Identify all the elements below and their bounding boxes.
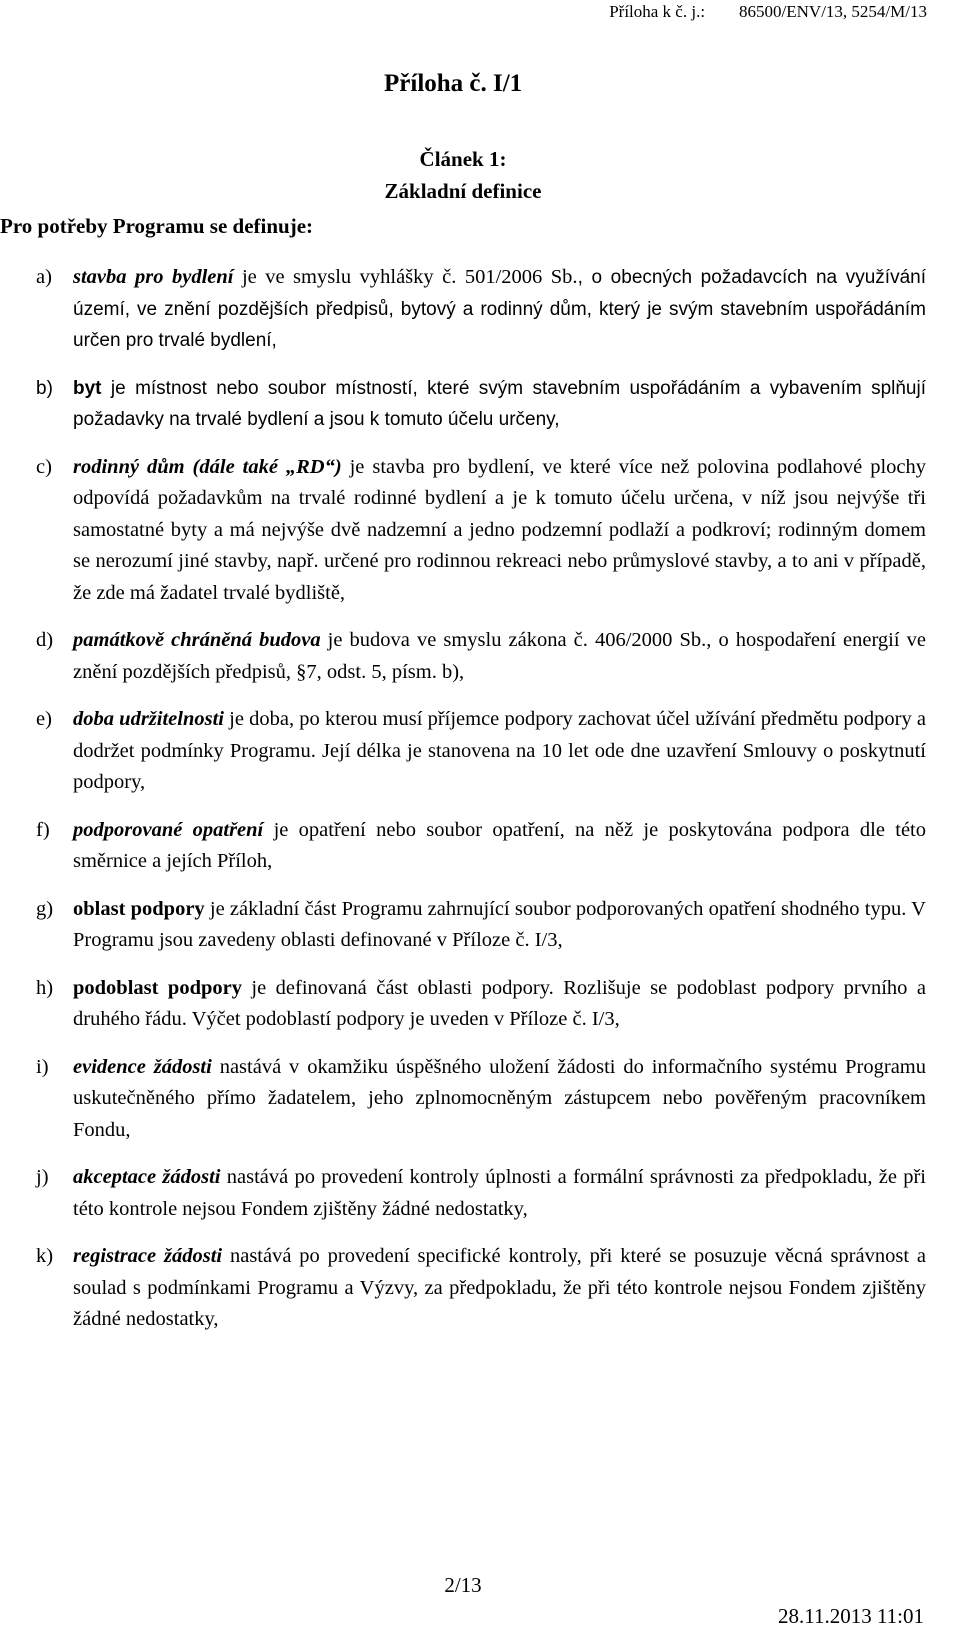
definition-text: je doba, po kterou musí příjemce podpory zachovat účel užívání předmětu podpory a dodržet podmínky Programu. Její délka je stanovena na 10 let ode dne uzavření Smlouvy o poskytnutí podpory,: [73, 708, 927, 793]
header-reference: Příloha k č. j.: 86500/ENV/13, 5254/M/13: [609, 2, 927, 21]
definition-letter: c): [36, 455, 52, 478]
page-number: 2/13: [444, 1573, 482, 1597]
definitions-list: [36, 262, 926, 1352]
definition-letter: i): [36, 1055, 49, 1078]
definition-e: [36, 704, 926, 799]
definition-f: [36, 815, 926, 878]
definition-text-continued: , o obecných požadavcích na využívání území, ve znění pozdějších předpisů, bytový a rodinný dům, který je svým stavebním uspořádáním určen pro trvalé bydlení,: [73, 267, 926, 351]
definition-term: oblast podpory: [73, 897, 205, 920]
definition-letter: k): [36, 1245, 54, 1267]
definition-text: nastává po provedení kontroly úplnosti a formální správnosti za předpokladu, že při této kontrole nejsou Fondem zjištěny žádné nedostatky,: [73, 1166, 926, 1220]
definition-b: [36, 373, 926, 436]
article-heading: [0, 143, 926, 207]
intro-text: Pro potřeby Programu se definuje:: [0, 214, 314, 238]
definition-letter: d): [36, 629, 54, 651]
article-number: Článek 1:: [419, 147, 507, 171]
definition-h: [36, 973, 926, 1036]
definition-letter: b): [36, 377, 53, 399]
definition-k: [36, 1241, 926, 1336]
definition-j: [36, 1162, 926, 1225]
definition-text: je stavba pro bydlení, ve které více než polovina podlahové plochy odpovídá požadavkům na trvalé rodinné bydlení a je k tomuto účelu určena, v níž jsou nejvýše tři samostatné byty a má nejvýše dvě nadzemní a jedno podzemní podlaží a podkroví; rodinným domem se nerozumí jiné stavby, např. určené pro rodinnou rekreaci nebo průmyslové stavby, a to ani v případě, že zde má žadatel trvalé bydliště,: [73, 455, 926, 604]
definition-g: [36, 894, 926, 957]
definition-c: [36, 452, 926, 610]
definition-text: je opatření nebo soubor opatření, na něž je poskytována podpora dle této směrnice a jejích Příloh,: [73, 818, 927, 872]
definition-text: nastává po provedení specifické kontroly, při které se posuzuje věcná správnost a soulad s podmínkami Programu a Výzvy, za předpokladu, že při této kontrole nejsou Fondem zjištěny žádné nedostatky,: [73, 1245, 926, 1330]
definition-letter: j): [36, 1166, 49, 1188]
definition-letter: f): [36, 818, 50, 841]
definition-a: [36, 262, 926, 357]
definition-term: rodinný dům (dále také „RD“): [73, 455, 342, 478]
article-title: Základní definice: [384, 179, 542, 203]
annex-title: Příloha č. I/1: [384, 70, 523, 97]
definition-term: podoblast podpory: [73, 976, 242, 999]
definition-letter: h): [36, 976, 54, 999]
definition-d: [36, 625, 926, 688]
definition-i: [36, 1052, 926, 1147]
definition-term: registrace žádosti: [73, 1245, 223, 1267]
definition-text: je základní část Programu zahrnující soubor podporovaných opatření shodného typu. V Programu jsou zavedeny oblasti definované v Příloze č. I/3,: [73, 897, 926, 951]
definition-term: podporované opatření: [73, 818, 264, 841]
definition-text: je budova ve smyslu zákona č. 406/2000 Sb., o hospodaření energií ve znění pozdějších předpisů, §7, odst. 5, písm. b),: [73, 629, 926, 683]
definition-term: evidence žádosti: [73, 1055, 212, 1078]
definition-text: nastává v okamžiku úspěšného uložení žádosti do informačního systému Programu uskutečněného přímo žadatelem, jeho zplnomocněným zástupcem nebo pověřeným pracovníkem Fondu,: [73, 1055, 926, 1141]
definition-text: je ve smyslu vyhlášky č. 501/2006 Sb.: [233, 266, 578, 288]
definition-term: doba udržitelnosti: [73, 708, 224, 730]
definition-text: je místnost nebo soubor místností, které svým stavebním uspořádáním a vybavením splňují požadavky na trvalé bydlení a jsou k tomuto účelu určeny,: [73, 377, 926, 430]
definition-letter: e): [36, 708, 52, 730]
definition-term: byt: [73, 377, 102, 399]
definition-term: stavba pro bydlení: [73, 266, 234, 288]
definition-letter: a): [36, 266, 52, 288]
definition-letter: g): [36, 897, 54, 920]
definition-term: akceptace žádosti: [73, 1166, 221, 1188]
definition-term: památkově chráněná budova: [73, 629, 321, 651]
definition-text: je definovaná část oblasti podpory. Rozlišuje se podoblast podpory prvního a druhého řádu. Výčet podoblastí podpory je uveden v Příloze č. I/3,: [73, 976, 926, 1030]
footer-timestamp: 28.11.2013 11:01: [777, 1604, 924, 1628]
